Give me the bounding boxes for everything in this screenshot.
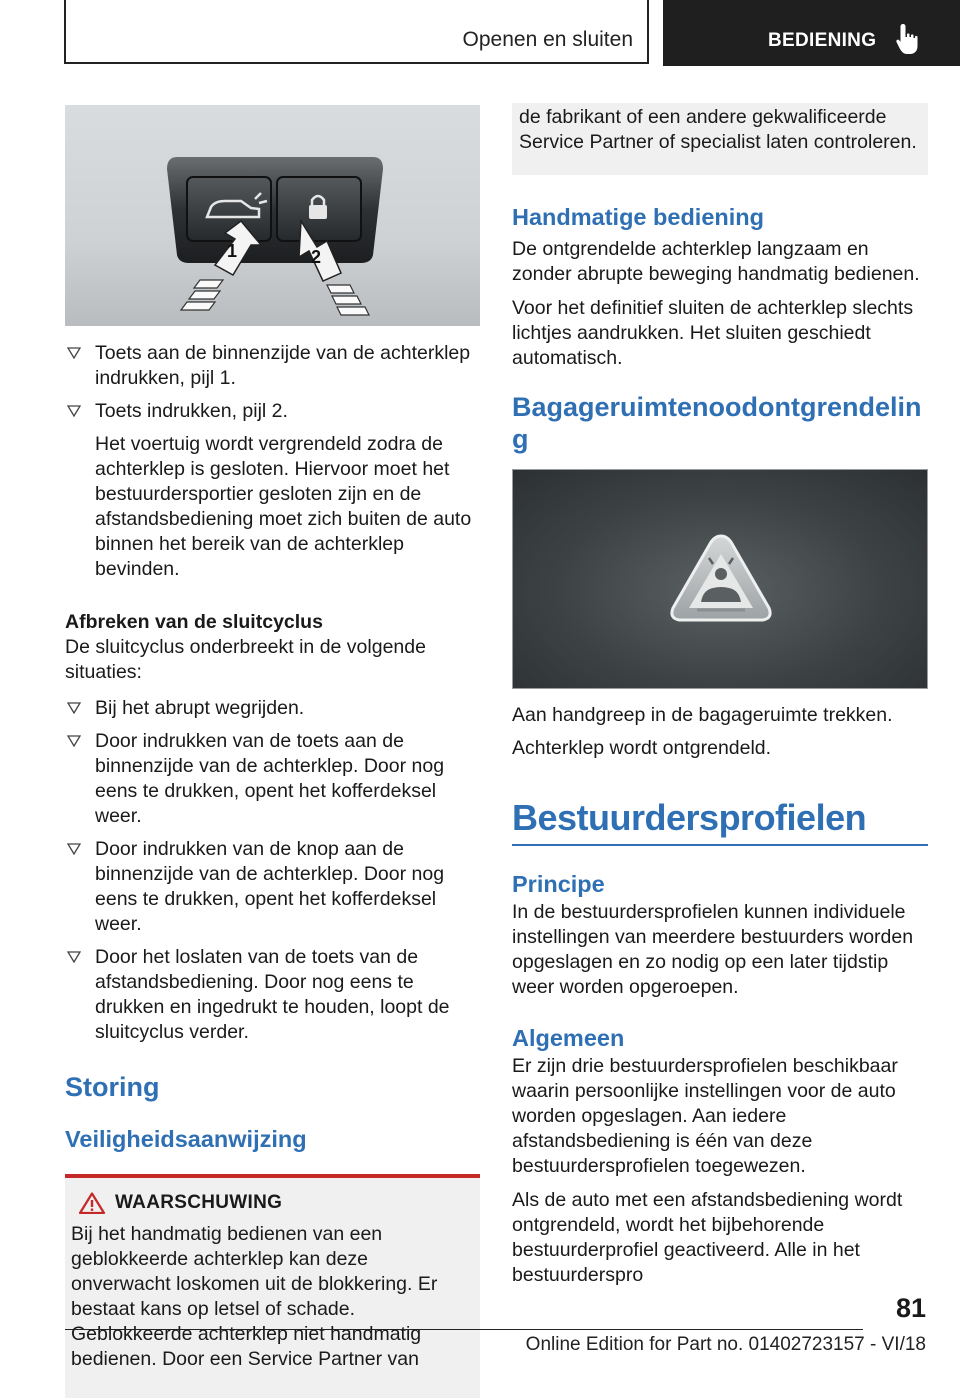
heading-line: Bagageruimtenoodontgrendelin <box>512 392 922 422</box>
paragraph: Voor het definitief sluiten de achterklep slechts lichtjes aandrukken. Het sluiten geschiedt automatisch. <box>512 297 914 369</box>
tailgate-buttons-figure <box>65 105 480 326</box>
heading-storing: Storing <box>65 1072 160 1102</box>
page-number: 81 <box>895 1293 926 1323</box>
heading-safety: Veiligheidsaanwijzing <box>65 1126 307 1152</box>
paragraph: In de bestuurdersprofielen kunnen individuele instellingen van meerdere bestuurders worden opgeslagen en zo nodig op een later tijdstip weer worden opgeroepen. <box>512 901 914 998</box>
hand-pointer-icon <box>895 22 925 56</box>
warning-title <box>79 1192 472 1214</box>
list-item <box>65 837 480 937</box>
footer-divider <box>65 1329 863 1330</box>
list-item-note: Het voertuig wordt vergrendeld zodra de achterklep is gesloten. Hiervoor moet het bestuurdersportier gesloten zijn en de afstandsbediening moet zich buiten de auto binnen het bereik van de achterklep bevinden. <box>95 433 472 580</box>
paragraph: De sluitcyclus onderbreekt in de volgende situaties: <box>65 636 426 683</box>
triangle-bullet-icon <box>67 702 81 714</box>
page-header <box>0 0 960 66</box>
warning-triangle-icon <box>79 1192 105 1214</box>
list-item-text: Bij het abrupt wegrijden. <box>95 697 305 719</box>
heading-general: Algemeen <box>512 1025 625 1051</box>
heading-line: g <box>512 424 529 454</box>
paragraph: Als de auto met een afstandsbediening wordt ontgrendeld, wordt het bijbehorende bestuurderprofiel geactiveerd. Alle in het bestuurderspro <box>512 1189 903 1286</box>
triangle-bullet-icon <box>67 735 81 747</box>
warning-box <box>65 1174 480 1398</box>
list-item <box>65 696 480 721</box>
chapter-tab <box>663 0 960 66</box>
list-item <box>65 729 480 829</box>
list-item-text: Door het loslaten van de toets van de afstandsbediening. Door nog eens te drukken en ingedrukt te houden, loopt de sluitcyclus verder. <box>95 946 450 1043</box>
warning-continuation-box <box>512 103 928 175</box>
paragraph: Er zijn drie bestuurdersprofielen beschikbaar waarin persoonlijke instellingen voor de auto worden opgeslagen. Aan iedere afstandsbediening is één van deze bestuurdersprofielen toegewezen. <box>512 1055 898 1177</box>
triangle-bullet-icon <box>67 405 81 417</box>
list-item-text: Door indrukken van de knop aan de binnenzijde van de achterklep. Door nog eens te drukken, opent het kofferdeksel weer. <box>95 838 445 935</box>
heading-driver-profiles: Bestuurdersprofielen <box>512 797 867 838</box>
list-item <box>65 341 480 391</box>
heading-principle: Principe <box>512 871 605 897</box>
heading-divider <box>512 844 928 846</box>
list-item <box>65 399 480 582</box>
subheading-interrupt: Afbreken van de sluitcyclus <box>65 611 323 633</box>
triangle-bullet-icon <box>67 951 81 963</box>
header-section-frame <box>64 0 649 64</box>
paragraph: Aan handgreep in de bagageruimte trekken. <box>512 704 893 726</box>
tailgate-steps-list <box>65 341 480 582</box>
triangle-bullet-icon <box>67 347 81 359</box>
chapter-title: BEDIENING <box>768 30 877 51</box>
warning-label: WAARSCHUWING <box>115 1192 283 1213</box>
arrow-2-label: 2 <box>311 247 322 267</box>
paragraph: Achterklep wordt ontgrendeld. <box>512 737 772 759</box>
list-item-text: Toets indrukken, pijl 2. <box>95 400 288 422</box>
tailgate-switch-illustration <box>65 105 480 326</box>
heading-emergency-release <box>512 391 928 455</box>
right-column <box>512 103 928 1288</box>
emergency-release-figure <box>512 469 928 689</box>
arrow-1-label: 1 <box>227 241 238 261</box>
heading-manual-operation: Handmatige bediening <box>512 204 764 230</box>
section-title: Openen en sluiten <box>462 28 633 51</box>
list-item-text: Toets aan de binnenzijde van de achterklep indrukken, pijl 1. <box>95 342 471 389</box>
interrupt-situations-list <box>65 696 480 1045</box>
warning-text: Bij het handmatig bedienen van een geblokkeerde achterklep kan deze onverwacht loskomen uit de blokkering. Er bestaat kans op letsel of schade. Geblokkeerde achterklep niet handmatig bedienen. Door een Service Partner van <box>71 1223 438 1370</box>
paragraph: De ontgrendelde achterklep langzaam en zonder abrupte beweging handmatig bedienen. <box>512 238 920 285</box>
emergency-handle-illustration <box>513 470 928 689</box>
triangle-bullet-icon <box>67 843 81 855</box>
list-item <box>65 945 480 1045</box>
warning-continued-text: de fabrikant of een andere gekwalificeerde Service Partner of specialist laten controleren. <box>519 106 917 153</box>
left-column <box>65 105 480 1398</box>
footer-edition: Online Edition for Part no. 01402723157 - VI/18 <box>525 1334 926 1355</box>
list-item-text: Door indrukken van de toets aan de binnenzijde van de achterklep. Door nog eens te drukken, opent het kofferdeksel weer. <box>95 730 445 827</box>
